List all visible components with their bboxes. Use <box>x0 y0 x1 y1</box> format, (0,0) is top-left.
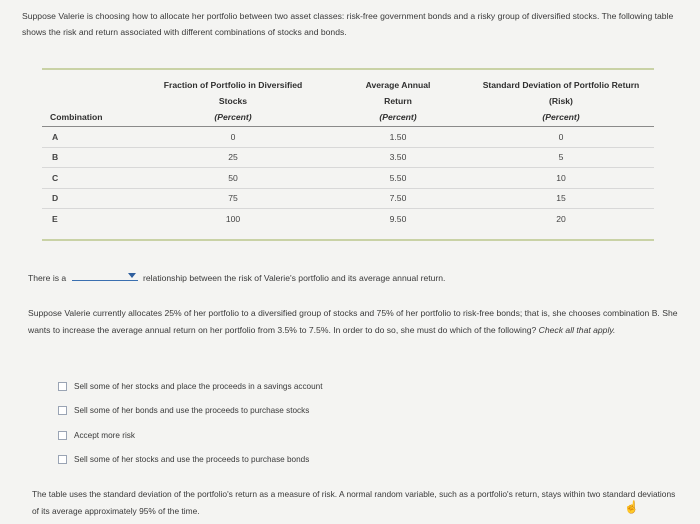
table-row <box>42 209 654 229</box>
option-sell-bonds-buy-stocks[interactable] <box>58 399 323 424</box>
cell-sd: 5 <box>558 152 564 163</box>
table-header-row <box>42 70 654 127</box>
cell-fraction: 50 <box>228 172 238 183</box>
cell-combination: E <box>52 213 58 224</box>
question1-suffix: relationship between the risk of Valerie's portfolio and its average annual return. <box>143 273 446 283</box>
table-row <box>42 188 654 209</box>
options-list <box>58 374 323 472</box>
cell-combination: A <box>52 131 59 142</box>
table-bottom-rule <box>42 239 654 241</box>
relationship-question <box>28 271 445 283</box>
header-sd: Standard Deviation of Portfolio Return (Risk) (Percent) <box>482 80 640 122</box>
header-combination: Combination <box>50 112 103 122</box>
option-label: Accept more risk <box>74 430 135 440</box>
cell-fraction: 0 <box>230 131 236 142</box>
question2-text <box>28 305 694 339</box>
question1-prefix: There is a <box>28 273 67 283</box>
cell-return: 9.50 <box>389 213 407 224</box>
option-accept-more-risk[interactable] <box>58 423 323 448</box>
option-label: Sell some of her bonds and use the proceeds to purchase stocks <box>74 406 310 416</box>
checkbox[interactable] <box>58 455 67 464</box>
option-sell-stocks-buy-bonds[interactable] <box>58 448 323 473</box>
cell-combination: C <box>52 172 59 183</box>
header-return: Average Annual Return (Percent) <box>365 80 431 122</box>
cell-return: 7.50 <box>389 193 407 204</box>
footer-note: The table uses the standard deviation of the portfolio's return as a measure of risk. A normal random variable, such as a portfolio's return, stays within two standard deviations of its average approximately 95% of the time. <box>32 489 676 516</box>
cell-sd: 15 <box>556 193 566 204</box>
cell-sd: 0 <box>558 131 564 142</box>
option-sell-stocks-savings[interactable] <box>58 374 323 399</box>
checkbox[interactable] <box>58 406 67 415</box>
cell-combination: D <box>52 193 59 204</box>
cell-fraction: 25 <box>228 152 238 163</box>
hand-cursor-icon: ☝ <box>624 500 639 514</box>
option-label: Sell some of her stocks and use the proceeds to purchase bonds <box>74 455 310 465</box>
cell-return: 3.50 <box>389 152 407 163</box>
header-fraction: Fraction of Portfolio in Diversified Stocks (Percent) <box>163 80 303 122</box>
question2-instruction: Check all that apply. <box>538 325 616 335</box>
risk-return-table-container <box>42 68 654 241</box>
cell-return: 1.50 <box>389 131 407 142</box>
checkbox[interactable] <box>58 382 67 391</box>
cell-return: 5.50 <box>389 172 407 183</box>
relationship-dropdown[interactable] <box>72 271 138 281</box>
cell-combination: B <box>52 152 59 163</box>
question2-body: Suppose Valerie currently allocates 25% of her portfolio to a diversified group of stocks and 75% of her portfolio to risk-free bonds; that is, she chooses combination B. She wants to increase the average annual return on her portfolio from 3.5% to 7.5%. In order to do so, she must do which of the following? <box>28 308 678 335</box>
cell-sd: 20 <box>556 213 566 224</box>
cell-fraction: 75 <box>228 193 238 204</box>
table-row <box>42 168 654 189</box>
dropdown-arrow-icon <box>128 273 136 278</box>
cell-sd: 10 <box>556 172 566 183</box>
checkbox[interactable] <box>58 431 67 440</box>
table-row <box>42 127 654 148</box>
table-row <box>42 147 654 168</box>
option-label: Sell some of her stocks and place the proceeds in a savings account <box>74 381 323 391</box>
intro-text: Suppose Valerie is choosing how to allocate her portfolio between two asset classes: risk-free government bonds and a risky group of diversified stocks. The following table shows the risk and return associated with different combinations of stocks and bonds. <box>22 11 674 37</box>
cell-fraction: 100 <box>225 213 241 224</box>
risk-return-table <box>42 70 654 229</box>
